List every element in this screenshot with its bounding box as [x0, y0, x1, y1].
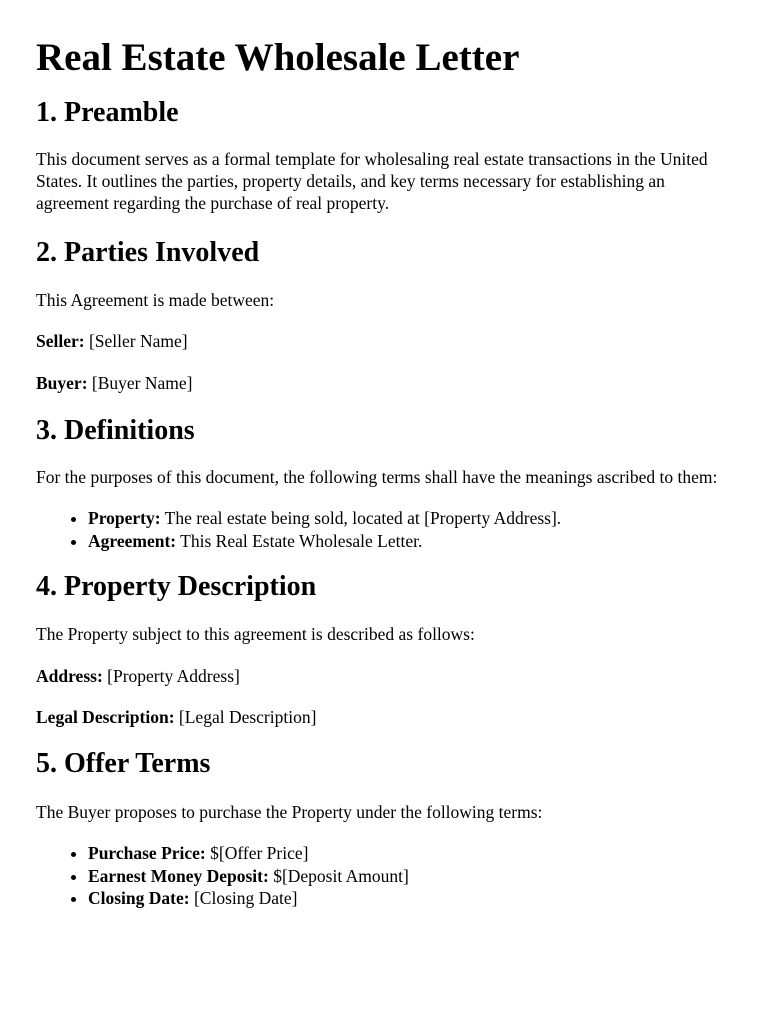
seller-value: [Seller Name] [84, 331, 188, 351]
parties-intro: This Agreement is made between: [36, 290, 275, 310]
definition-value: The real estate being sold, located at [Property Address]. [160, 508, 562, 528]
section-heading-property: 4. Property Description [36, 571, 317, 602]
offer-terms-list [36, 842, 734, 910]
definition-label: Agreement: [88, 530, 177, 551]
buyer-value: [Buyer Name] [87, 373, 193, 393]
offer-term-label: Closing Date: [88, 888, 190, 908]
address-value: [Property Address] [102, 666, 240, 686]
property-intro: The Property subject to this agreement is described as follows: [36, 624, 475, 644]
definition-label: Property: [88, 508, 161, 528]
list-item [88, 887, 734, 910]
buyer-label: Buyer: [36, 373, 88, 393]
section-heading-offer: 5. Offer Terms [36, 748, 211, 779]
seller-label: Seller: [36, 331, 85, 351]
buyer-line [36, 372, 734, 394]
offer-term-value: $[Deposit Amount] [268, 865, 409, 886]
preamble-text: This document serves as a formal template for wholesaling real estate transactions in the United States. It outlines the parties, property details, and key terms necessary for establishing an agreement regarding the purchase of real property. [36, 149, 708, 213]
offer-term-label: Earnest Money Deposit: [88, 865, 269, 886]
list-item [88, 865, 734, 888]
definition-value: This Real Estate Wholesale Letter. [176, 530, 423, 551]
seller-line [36, 330, 734, 352]
section-heading-preamble: 1. Preamble [36, 97, 179, 128]
list-item [88, 530, 734, 553]
legal-description-line [36, 706, 734, 728]
definitions-intro: For the purposes of this document, the following terms shall have the meanings ascribed to them: [36, 467, 718, 487]
document-title: Real Estate Wholesale Letter [36, 36, 520, 79]
offer-term-value: $[Offer Price] [205, 843, 309, 863]
section-heading-parties: 2. Parties Involved [36, 237, 260, 268]
offer-term-value: [Closing Date] [189, 888, 298, 908]
address-label: Address: [36, 666, 103, 686]
address-line [36, 665, 734, 687]
legal-description-value: [Legal Description] [174, 707, 317, 727]
list-item [88, 842, 734, 865]
legal-description-label: Legal Description: [36, 707, 175, 727]
definitions-list [36, 507, 734, 552]
section-heading-definitions: 3. Definitions [36, 415, 195, 446]
list-item [88, 507, 734, 530]
offer-term-label: Purchase Price: [88, 843, 206, 863]
offer-intro: The Buyer proposes to purchase the Property under the following terms: [36, 802, 543, 822]
